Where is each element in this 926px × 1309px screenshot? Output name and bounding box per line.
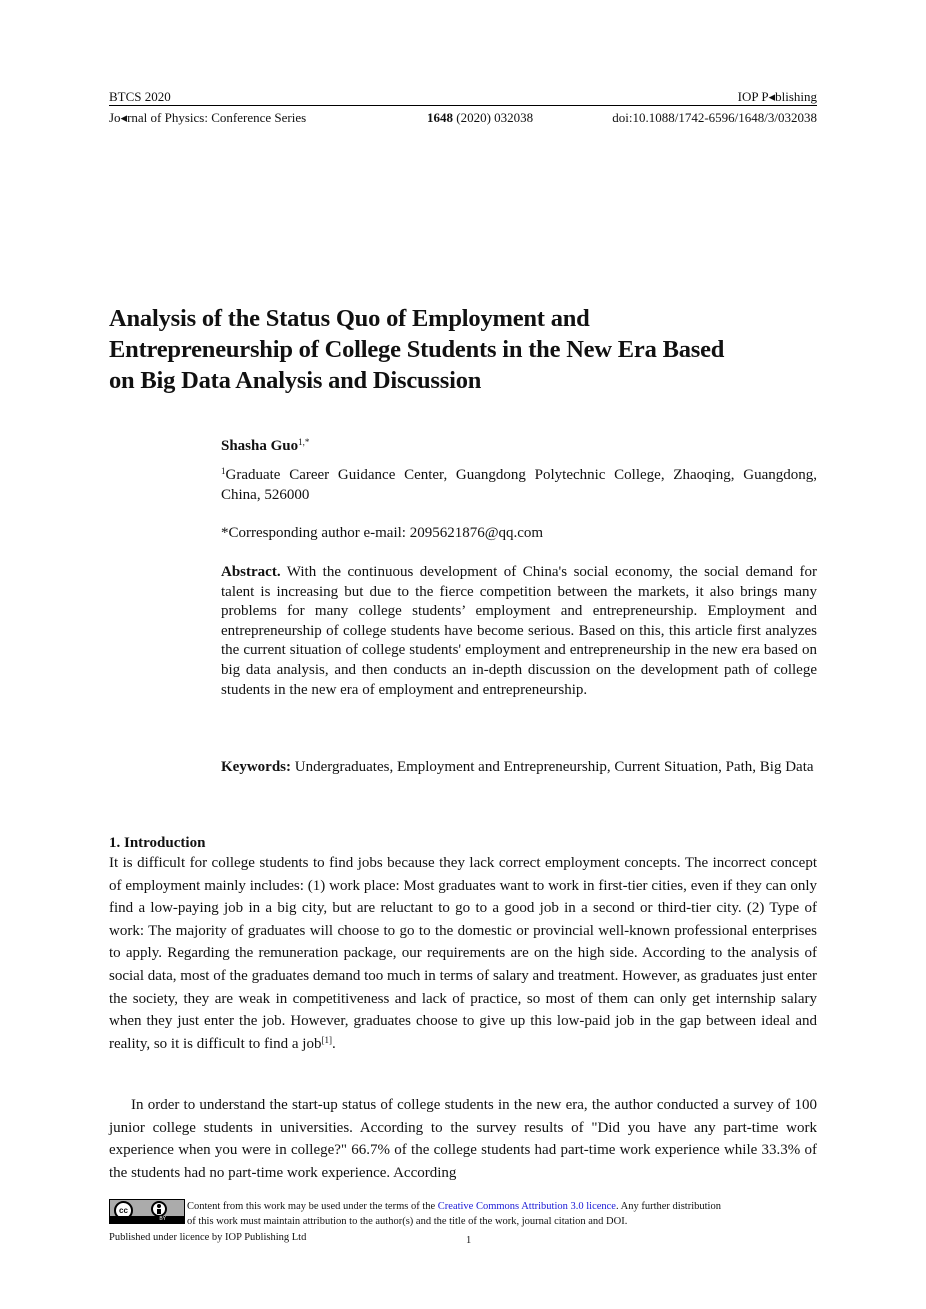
abstract-text: With the continuous development of China's social economy, the social demand for talent is increasing but due to the fierce competition between the markets, it also brings many problems for many college students’ employment and entrepreneurship. Employment and entrepreneurship of college students have become serious. Based on this, this article first analyzes the current situation of college students' employment and entrepreneurship in the new era based on big data analysis, and then conducts an in-depth discussion on the development path of college students in the new era of employment and entrepreneurship. — [221, 564, 818, 698]
keywords — [221, 758, 817, 778]
license-prefix: Content from this work may be used under the terms of the — [187, 1201, 436, 1212]
paragraph-1 — [109, 852, 817, 1055]
page-number: 1 — [466, 1235, 472, 1246]
cc-icon: cc — [114, 1201, 133, 1220]
affiliation-text: Graduate Career Guidance Center, Guangdong Polytechnic College, Zhaoqing, Guangdong, China, 526000 — [221, 467, 817, 503]
keywords-label: Keywords: — [221, 759, 291, 775]
license-line-1 — [187, 1199, 827, 1214]
author-name: Shasha Guo — [221, 438, 299, 454]
keywords-text: Undergraduates, Employment and Entrepreneurship, Current Situation, Path, Big Data — [294, 759, 814, 775]
section-body — [109, 852, 817, 1055]
paragraph-2: In order to understand the start-up status of college students in the new era, the author conducted a survey of 100 junior college students in universities. According to the survey results of "Did you have any part-time work experience when you were in college?" 66.7% of the college students had part-time work experience while 33.3% of the students had no part-time work experience. According — [109, 1097, 817, 1181]
license-line-2: of this work must maintain attribution to the author(s) and the title of the work, journal citation and DOI. — [187, 1216, 628, 1227]
publisher-name: IOP P◂blishing — [737, 89, 817, 104]
by-label: BY — [159, 1216, 166, 1222]
citation-ref[interactable]: [1] — [321, 1034, 332, 1045]
title-line-1: Analysis of the Status Quo of Employment and — [109, 305, 590, 332]
paragraph-1-end: . — [331, 1035, 336, 1052]
cc-by-badge[interactable] — [109, 1199, 185, 1224]
author-superscript: 1,* — [298, 437, 310, 447]
title-line-2: Entrepreneurship of College Students in the New Era Based — [109, 336, 725, 363]
cc-licence-link[interactable]: Creative Commons Attribution 3.0 licence — [437, 1201, 616, 1212]
affiliation — [221, 466, 817, 505]
license-suffix: . Any further distribution — [615, 1201, 721, 1212]
year-article: (2020) 032038 — [456, 110, 534, 125]
author-line — [221, 437, 817, 457]
license-notice — [187, 1199, 827, 1229]
doi[interactable]: doi:10.1088/1742-6596/1648/3/032038 — [612, 110, 817, 125]
abstract — [221, 563, 817, 700]
paragraph-1-text: It is difficult for college students to find jobs because they lack correct employment concepts. The incorrect concept of employment mainly includes: (1) work place: Most graduates want to work in first-tier cities, even if they can only find a low-paying job in a big city, but are reluctant to go to a good job in a second or third-tier city. (2) Type of work: The majority of graduates will choose to go to the domestic or provincial well-known professional enterprises to apply. Regarding the remuneration package, our requirements are on the high side. According to the analysis of social data, most of the graduates demand too much in terms of salary and treatment. However, as graduates just enter the society, they are weak in competitiveness and lack of practice, so most of them can only get internship salary when they just enter the job. However, graduates choose to give up this low-paid job in the gap between ideal and reality, so it is difficult to find a job — [109, 855, 817, 1052]
citation-info — [427, 110, 533, 126]
conference-name: BTCS 2020 — [109, 89, 171, 104]
journal-name: Jo◂rnal of Physics: Conference Series — [109, 110, 307, 125]
header-rule — [109, 105, 817, 106]
title-line-3: on Big Data Analysis and Discussion — [109, 367, 482, 394]
paper-title — [109, 303, 829, 396]
abstract-label: Abstract. — [221, 564, 281, 580]
published-notice: Published under licence by IOP Publishing Ltd — [109, 1232, 307, 1243]
corresponding-author: *Corresponding author e-mail: 2095621876@qq.com — [221, 525, 544, 541]
volume-number: 1648 — [427, 110, 453, 125]
section-heading: 1. Introduction — [109, 835, 206, 851]
attribution-person-icon — [151, 1201, 167, 1217]
affiliation-superscript: 1 — [221, 466, 226, 476]
